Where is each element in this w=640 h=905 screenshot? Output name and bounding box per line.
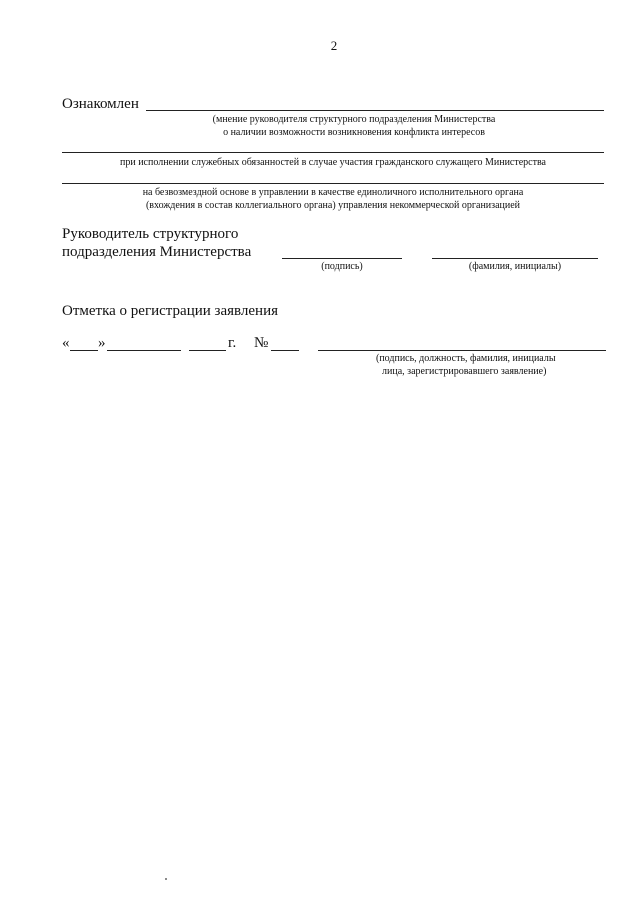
head-name-line[interactable] bbox=[432, 258, 598, 259]
registrar-signature-line[interactable] bbox=[318, 350, 606, 351]
opinion-line-1[interactable] bbox=[62, 152, 604, 153]
registrar-caption-line2: лица, зарегистрировавшего заявление) bbox=[382, 366, 547, 377]
head-label-line1: Руководитель структурного bbox=[62, 226, 239, 242]
acquainted-signature-line[interactable] bbox=[146, 110, 604, 111]
acquainted-note-line1: (мнение руководителя структурного подразделения Министерства bbox=[212, 114, 496, 125]
year-suffix: г. bbox=[228, 335, 237, 351]
scan-speck bbox=[165, 878, 167, 880]
head-name-caption: (фамилия, инициалы) bbox=[468, 261, 562, 272]
date-month-line[interactable] bbox=[107, 350, 181, 351]
opinion-line-2[interactable] bbox=[62, 183, 604, 184]
date-year-line[interactable] bbox=[189, 350, 226, 351]
date-open-quote: « bbox=[62, 335, 70, 351]
head-label-line2: подразделения Министерства bbox=[62, 244, 252, 260]
registration-title: Отметка о регистрации заявления bbox=[62, 303, 278, 319]
acquainted-note-line2: о наличии возможности возникновения конфликта интересов bbox=[223, 127, 485, 138]
acquainted-note-line5: (вхождения в состав коллегиального органа) управления некоммерческой организацией bbox=[145, 200, 521, 211]
head-signature-caption: (подпись) bbox=[321, 261, 363, 272]
acquainted-label: Ознакомлен bbox=[62, 96, 139, 112]
acquainted-note-line3: при исполнении служебных обязанностей в случае участия гражданского служащего Министерства bbox=[119, 157, 546, 168]
page-number: 2 bbox=[330, 38, 338, 53]
registration-number-line[interactable] bbox=[271, 350, 299, 351]
acquainted-note-line4: на безвозмездной основе в управлении в качестве единоличного исполнительного органа bbox=[142, 187, 524, 198]
date-close-quote: » bbox=[98, 335, 106, 351]
registrar-caption-line1: (подпись, должность, фамилия, инициалы bbox=[376, 353, 556, 364]
head-signature-line[interactable] bbox=[282, 258, 402, 259]
date-day-line[interactable] bbox=[70, 350, 98, 351]
number-sign: № bbox=[254, 335, 269, 351]
